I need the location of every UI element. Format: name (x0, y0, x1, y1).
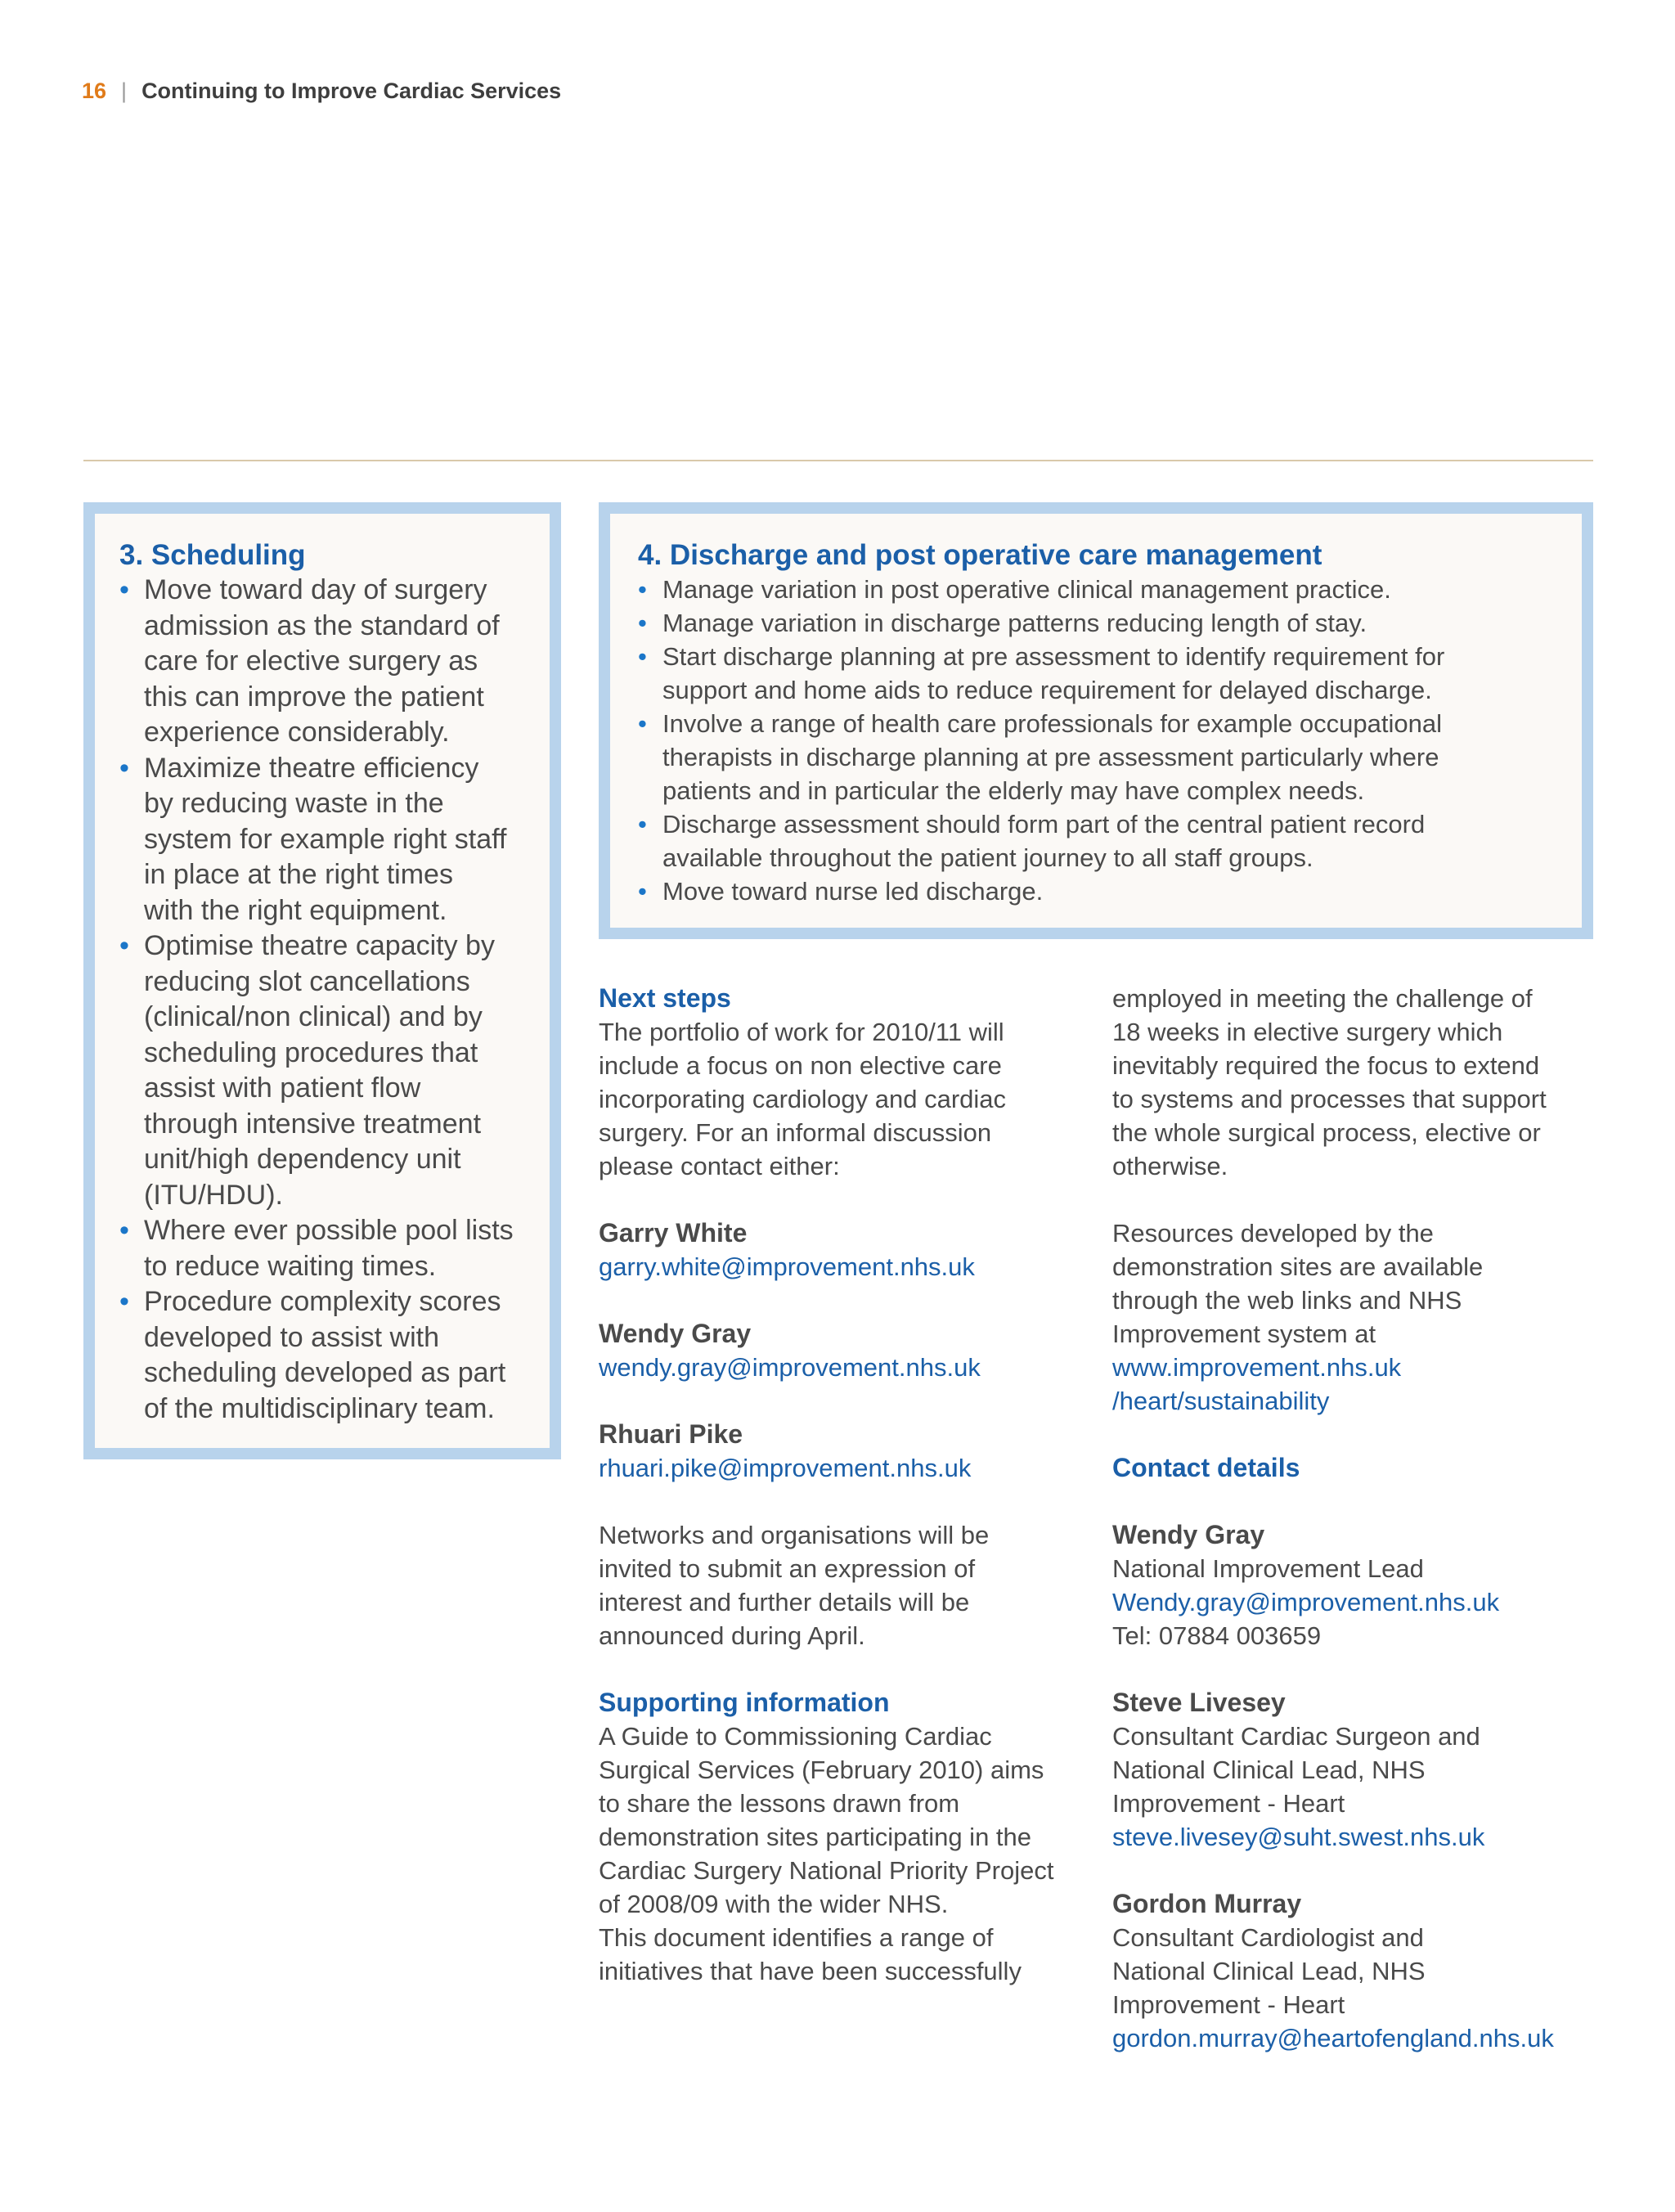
text-line: Move toward nurse led discharge. (662, 877, 1044, 906)
text-line: system for example right staff (144, 823, 507, 855)
text-line: of the multidisciplinary team. (144, 1392, 495, 1424)
text-line: this can improve the patient (144, 681, 484, 713)
text-line: with the right equipment. (144, 894, 447, 926)
page-header (82, 79, 561, 104)
scheduling-item (119, 1213, 527, 1284)
text-line: reducing slot cancellations (144, 965, 470, 997)
text-line: of 2008/09 with the wider NHS. (599, 1890, 949, 1918)
contact-details-heading: Contact details (1112, 1453, 1300, 1482)
bullet-icon: • (638, 642, 647, 671)
text-line: through intensive treatment (144, 1108, 482, 1140)
contact-role: National Clinical Lead, NHS (1112, 1756, 1426, 1784)
text-line: to share the lessons drawn from (599, 1789, 960, 1818)
discharge-box (599, 502, 1593, 939)
text-line: Cardiac Surgery National Priority Project (599, 1856, 1054, 1885)
scheduling-heading: 3. Scheduling (119, 539, 306, 571)
middle-column (599, 982, 1089, 1988)
text-line: (clinical/non clinical) and by (144, 1001, 483, 1032)
contact-role: National Improvement Lead (1112, 1554, 1424, 1583)
page-number: 16 (82, 79, 107, 103)
contact-name: Wendy Gray (1112, 1520, 1265, 1549)
bullet-icon: • (638, 709, 647, 738)
contact-email-link[interactable]: wendy.gray@improvement.nhs.uk (599, 1353, 981, 1382)
contact-phone: Tel: 07884 003659 (1112, 1621, 1322, 1650)
bullet-icon: • (119, 574, 129, 605)
text-line: developed to assist with (144, 1321, 439, 1353)
text-line: invited to submit an expression of (599, 1554, 976, 1583)
contact-role: National Clinical Lead, NHS (1112, 1957, 1426, 1985)
text-line: initiatives that have been successfully (599, 1957, 1022, 1985)
text-line: A Guide to Commissioning Cardiac (599, 1722, 992, 1751)
contact-name: Wendy Gray (599, 1319, 752, 1348)
text-line: assist with patient flow (144, 1072, 421, 1104)
contact-email-link[interactable]: gordon.murray@heartofengland.nhs.uk (1112, 2024, 1554, 2052)
text-line: in place at the right times (144, 859, 453, 890)
contact-role: Consultant Cardiologist and (1112, 1923, 1424, 1952)
discharge-item (638, 874, 1557, 908)
supporting-information-heading: Supporting information (599, 1688, 890, 1717)
text-line: include a focus on non elective care (599, 1051, 1002, 1080)
text-line: to reduce waiting times. (144, 1250, 437, 1282)
text-line: admission as the standard of (144, 609, 500, 641)
text-line: Optimise theatre capacity by (144, 930, 495, 961)
text-line: This document identifies a range of (599, 1923, 994, 1952)
text-line: please contact either: (599, 1152, 840, 1180)
text-line: Involve a range of health care professionals for example occupational (662, 709, 1442, 738)
document-title: Continuing to Improve Cardiac Services (141, 79, 562, 103)
text-line: inevitably required the focus to extend (1112, 1051, 1540, 1080)
text-line: to systems and processes that support (1112, 1085, 1547, 1113)
text-line: Manage variation in discharge patterns reducing length of stay. (662, 609, 1367, 637)
bullet-icon: • (119, 1215, 129, 1246)
text-line: announced during April. (599, 1621, 865, 1650)
bullet-icon: • (119, 930, 129, 961)
text-line: the whole surgical process, elective or (1112, 1118, 1541, 1147)
right-column (1112, 982, 1603, 2055)
text-line: Resources developed by the (1112, 1219, 1434, 1248)
sustainability-link[interactable]: www.improvement.nhs.uk (1112, 1353, 1402, 1382)
text-line: (ITU/HDU). (144, 1179, 283, 1211)
text-line: Maximize theatre efficiency (144, 752, 479, 784)
text-line: The portfolio of work for 2010/11 will (599, 1018, 1004, 1046)
text-line: demonstration sites are available (1112, 1252, 1484, 1281)
contact-role: Consultant Cardiac Surgeon and (1112, 1722, 1480, 1751)
text-line: support and home aids to reduce requirement for delayed discharge. (662, 676, 1432, 704)
scheduling-item (119, 928, 527, 1213)
header-separator: | (121, 79, 128, 103)
text-line: patients and in particular the elderly may have complex needs. (662, 776, 1365, 805)
text-line: scheduling developed as part (144, 1357, 506, 1388)
text-line: interest and further details will be (599, 1588, 970, 1616)
text-line: Improvement system at (1112, 1320, 1376, 1348)
text-line: care for elective surgery as (144, 645, 478, 677)
scheduling-item (119, 1284, 527, 1427)
text-line: otherwise. (1112, 1152, 1228, 1180)
discharge-item (638, 606, 1557, 640)
text-line: through the web links and NHS (1112, 1286, 1462, 1315)
text-line: surgery. For an informal discussion (599, 1118, 992, 1147)
text-line: demonstration sites participating in the (599, 1823, 1032, 1851)
discharge-list (638, 573, 1557, 908)
text-line: Start discharge planning at pre assessment to identify requirement for (662, 642, 1445, 671)
bullet-icon: • (638, 609, 647, 637)
discharge-item (638, 807, 1557, 874)
discharge-heading: 4. Discharge and post operative care management (638, 539, 1322, 571)
contact-name: Steve Livesey (1112, 1688, 1286, 1717)
text-line: therapists in discharge planning at pre assessment particularly where (662, 743, 1439, 771)
contact-role: Improvement - Heart (1112, 1990, 1345, 2019)
text-line: experience considerably. (144, 717, 450, 748)
section-divider (83, 460, 1593, 461)
contact-name: Gordon Murray (1112, 1889, 1302, 1918)
text-line: Manage variation in post operative clinical management practice. (662, 575, 1391, 604)
scheduling-item (119, 573, 527, 751)
scheduling-list (119, 573, 527, 1427)
scheduling-box (83, 502, 561, 1459)
bullet-icon: • (119, 1286, 129, 1317)
contact-name: Garry White (599, 1218, 748, 1248)
discharge-item (638, 573, 1557, 606)
contact-email-link[interactable]: rhuari.pike@improvement.nhs.uk (599, 1454, 972, 1482)
text-line: Surgical Services (February 2010) aims (599, 1756, 1044, 1784)
text-line: 18 weeks in elective surgery which (1112, 1018, 1503, 1046)
next-steps-heading: Next steps (599, 983, 731, 1013)
text-line: Move toward day of surgery (144, 574, 487, 605)
text-line: scheduling procedures that (144, 1036, 478, 1068)
text-line: Where ever possible pool lists (144, 1215, 514, 1246)
bullet-icon: • (638, 810, 647, 838)
text-line: employed in meeting the challenge of (1112, 984, 1533, 1013)
discharge-item (638, 707, 1557, 807)
text-line: Discharge assessment should form part of the central patient record (662, 810, 1426, 838)
text-line: incorporating cardiology and cardiac (599, 1085, 1007, 1113)
contact-email-link[interactable]: Wendy.gray@improvement.nhs.uk (1112, 1588, 1500, 1616)
text-line: available throughout the patient journey to all staff groups. (662, 843, 1314, 872)
text-line: Procedure complexity scores (144, 1286, 501, 1317)
text-line: Networks and organisations will be (599, 1521, 990, 1549)
bullet-icon: • (638, 575, 647, 604)
sustainability-link-path[interactable]: /heart/sustainability (1112, 1387, 1330, 1415)
text-line: unit/high dependency unit (144, 1144, 461, 1175)
scheduling-item (119, 751, 527, 929)
bullet-icon: • (638, 877, 647, 906)
bullet-icon: • (119, 752, 129, 784)
contact-email-link[interactable]: garry.white@improvement.nhs.uk (599, 1252, 975, 1281)
contact-email-link[interactable]: steve.livesey@suht.swest.nhs.uk (1112, 1823, 1485, 1851)
discharge-item (638, 640, 1557, 707)
contact-name: Rhuari Pike (599, 1419, 743, 1449)
contact-role: Improvement - Heart (1112, 1789, 1345, 1818)
text-line: by reducing waste in the (144, 788, 444, 819)
